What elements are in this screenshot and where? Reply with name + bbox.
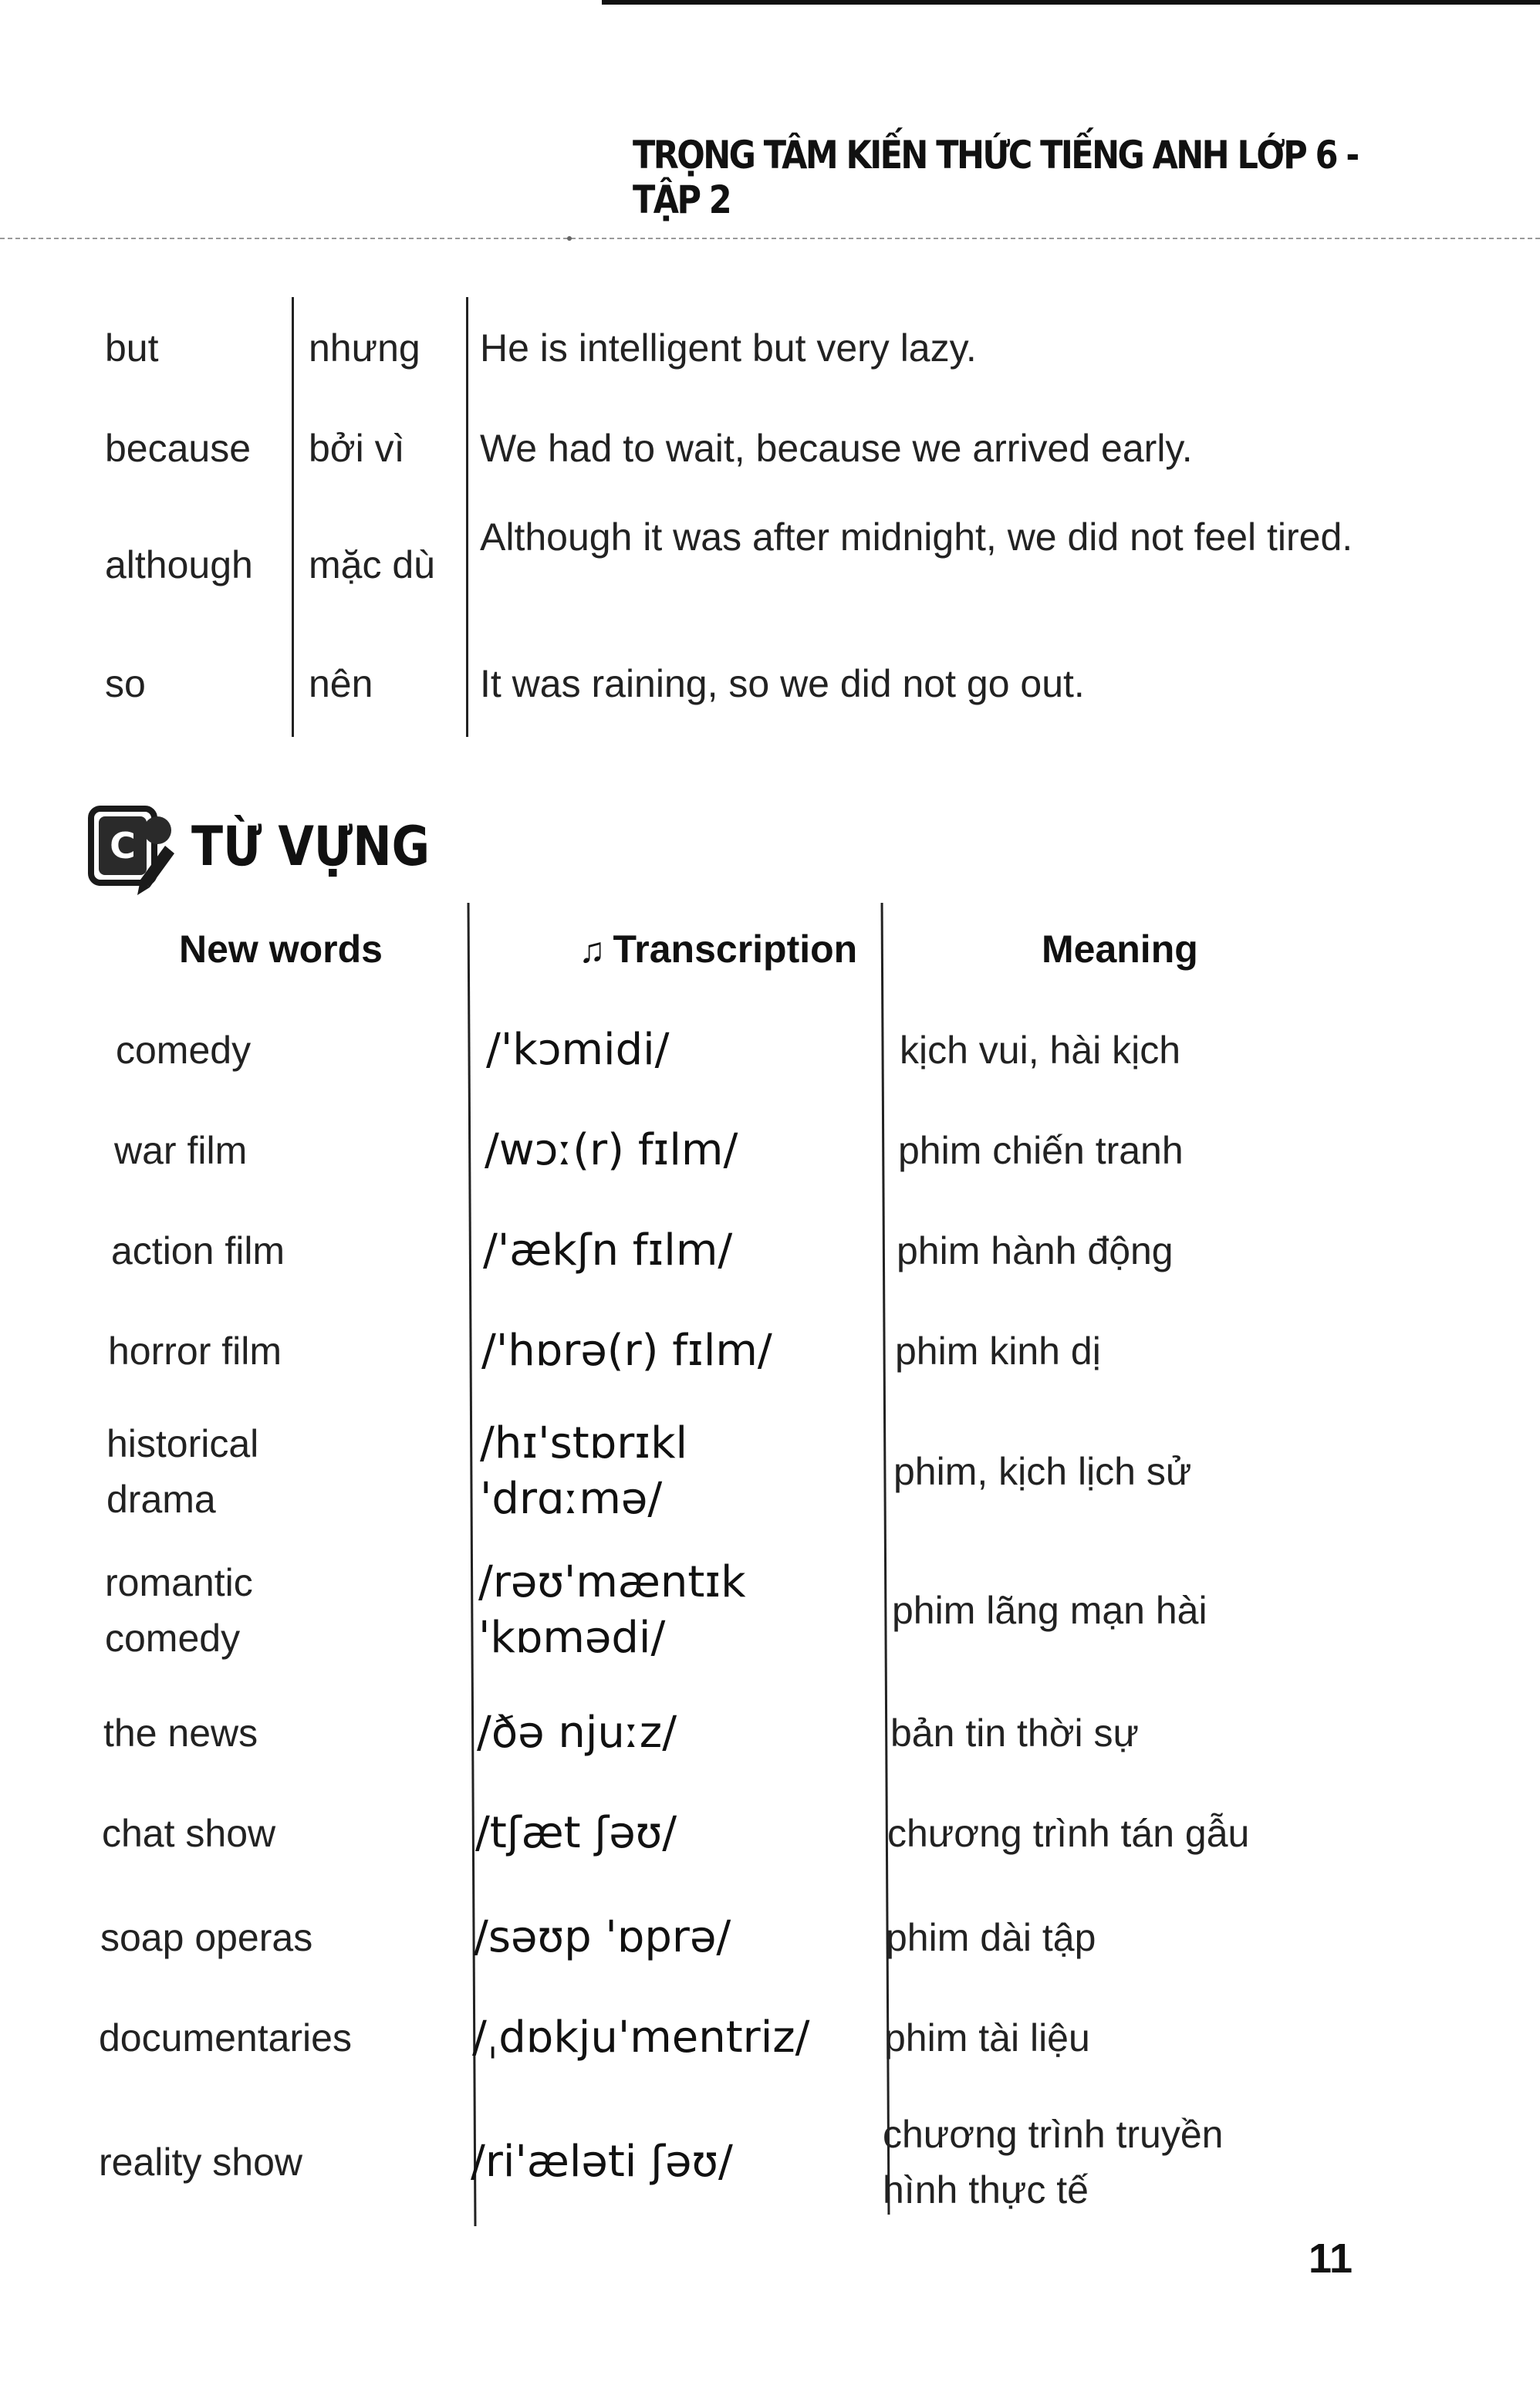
vocab-word: action film: [111, 1229, 285, 1272]
conjunction-word: because: [105, 427, 252, 470]
vocab-meaning: phim tài liệu: [884, 2016, 1090, 2060]
column-header-new-words: New words: [179, 928, 383, 971]
conjunction-meaning: nên: [309, 662, 373, 705]
music-note-icon: ♫: [579, 930, 606, 970]
conjunction-example: We had to wait, because we arrived early.: [480, 427, 1193, 470]
vocab-transcription: /'hɒrə(r) fɪlm/: [481, 1326, 772, 1376]
vocabulary-icon: [86, 803, 183, 899]
vocab-transcription: /ri'æləti ʃəʊ/: [471, 2137, 733, 2187]
header-divider: [0, 238, 1540, 239]
vocab-transcription: /rəʊ'mæntɪk 'kɒmədi/: [478, 1557, 746, 1663]
svg-text:C: C: [110, 825, 136, 867]
vocab-word: reality show: [99, 2141, 302, 2184]
conjunction-word: but: [105, 326, 159, 370]
section-title: TỪ VỰNG: [191, 815, 430, 878]
vocab-word: comedy: [116, 1029, 252, 1072]
vocab-transcription: /ðə njuːz/: [477, 1708, 677, 1758]
column-header-meaning: Meaning: [1042, 928, 1198, 971]
vocab-meaning: chương trình truyền hình thực tế: [883, 2113, 1224, 2212]
scan-speck: [567, 236, 572, 241]
vocab-meaning: phim dài tập: [886, 1916, 1096, 1959]
vocab-meaning: phim, kịch lịch sử: [893, 1450, 1192, 1493]
conjunction-meaning: nhưng: [309, 326, 420, 370]
vocab-transcription: /wɔː(r) fɪlm/: [485, 1125, 738, 1175]
top-border: [602, 0, 1540, 5]
conjunction-example: He is intelligent but very lazy.: [480, 326, 977, 370]
vocab-meaning: phim kinh dị: [895, 1330, 1101, 1373]
vocab-meaning: phim lãng mạn hài: [892, 1589, 1207, 1632]
column-divider: [466, 297, 468, 737]
vocab-transcription: /'kɔmidi/: [486, 1025, 670, 1075]
vocab-meaning: phim hành động: [897, 1229, 1174, 1272]
vocab-word: romantic comedy: [105, 1561, 253, 1660]
vocab-transcription: /tʃæt ʃəʊ/: [475, 1808, 677, 1858]
vocab-word: soap operas: [100, 1916, 313, 1959]
conjunction-word: so: [105, 662, 146, 705]
vocab-meaning: bản tin thời sự: [890, 1711, 1139, 1755]
conjunction-example: Although it was after midnight, we did not feel tired.: [480, 515, 1353, 559]
vocab-word: documentaries: [99, 2016, 352, 2060]
column-header-transcription: [579, 926, 857, 973]
vocabulary-table: [0, 903, 1540, 2230]
vocab-word: horror film: [108, 1330, 282, 1373]
vocab-meaning: phim chiến tranh: [898, 1129, 1184, 1172]
vocab-transcription: /səʊp 'ɒprə/: [474, 1912, 731, 1962]
vocab-transcription: /ˌdɒkju'mentriz/: [472, 2012, 810, 2063]
column-divider: [292, 297, 294, 737]
vocab-word: the news: [103, 1711, 258, 1755]
vocab-meaning: chương trình tán gẫu: [887, 1812, 1250, 1855]
conjunction-meaning: bởi vì: [309, 427, 405, 470]
conjunction-meaning: mặc dù: [309, 543, 435, 586]
vocab-transcription: /'ækʃn fɪlm/: [483, 1225, 733, 1276]
vocab-word: chat show: [102, 1812, 276, 1855]
conjunction-example: It was raining, so we did not go out.: [480, 662, 1085, 705]
conjunction-word: although: [105, 543, 253, 586]
column-header-transcription-label: Transcription: [613, 928, 858, 971]
vocab-meaning: kịch vui, hài kịch: [900, 1029, 1181, 1072]
vocab-word: war film: [114, 1129, 248, 1172]
running-header: TRỌNG TÂM KIẾN THỨC TIẾNG ANH LỚP 6 - TẬP 2: [633, 133, 1358, 222]
vocab-transcription: /hɪ'stɒrɪkl 'drɑːmə/: [480, 1418, 688, 1524]
vocab-word: historical drama: [106, 1422, 259, 1521]
page-number: 11: [1309, 2235, 1353, 2282]
